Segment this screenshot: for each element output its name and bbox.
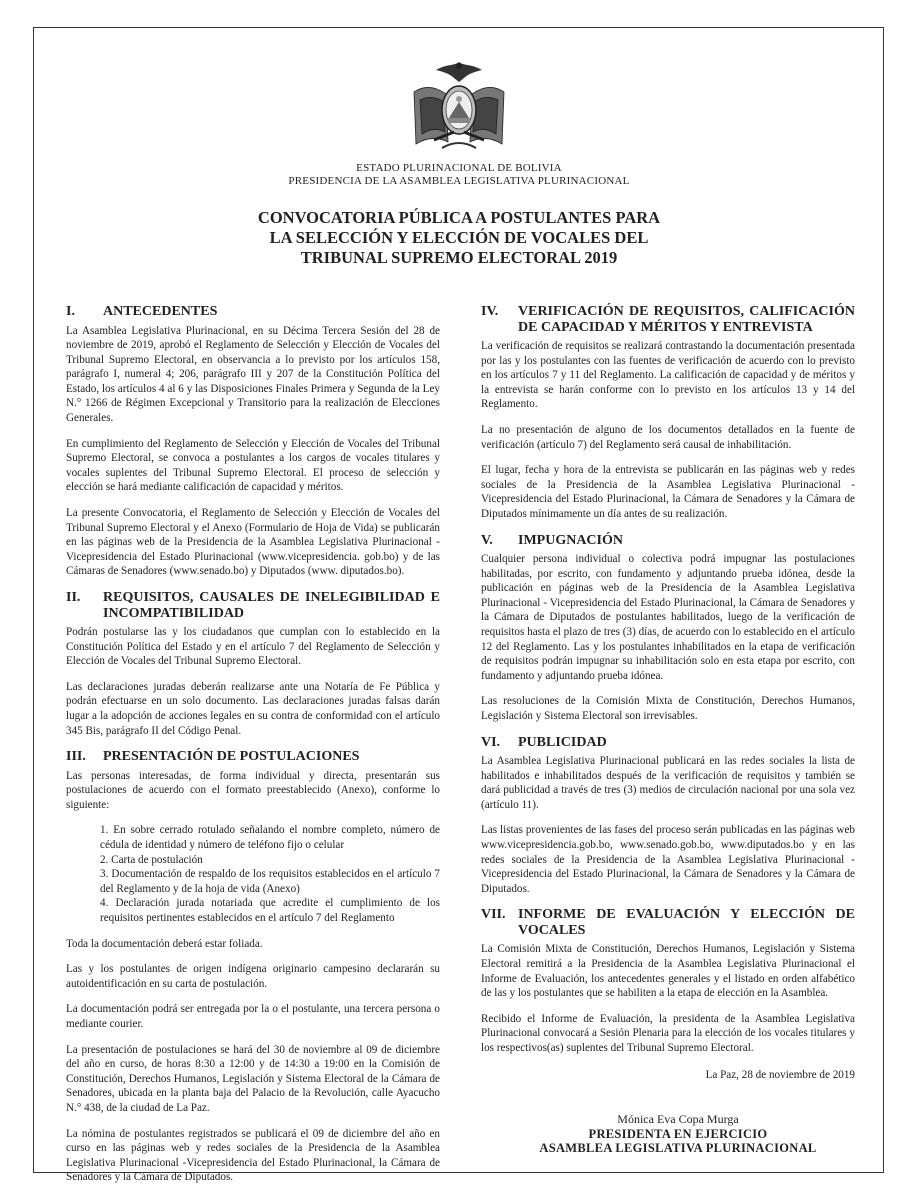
paragraph: En cumplimiento del Reglamento de Selección y Elección de Vocales del Tribunal Supremo Electoral, se convoca a postulantes a los cargos de vocales titulares y vocales suplentes del Tribunal Supremo Electoral. El proceso de selección y elección se hará mediante calificación de capacidad y méritos. (66, 437, 440, 494)
section-heading-verificacion (481, 304, 855, 335)
section-number: VI. (481, 734, 501, 750)
paragraph: Las personas interesadas, de forma individual y directa, presentarán sus postulaciones de acuerdo con el formato preestablecido (Anexo), conforme lo siguiente: (66, 769, 440, 811)
paragraph: Cualquier persona individual o colectiva podrá impugnar las postulaciones habilitadas, por escrito, con fundamento y adjuntando prueba idónea, desde la publicación en páginas web de la Presidencia de la Asamblea Legislativa Plurinacional - Vicepresidencia del Estado Plurinacional, la Cámara de Senadores y la Cámara de Diputados de postulantes habilitados, luego de la verificación de requisitos hasta el plazo de tres (3) días, de acuerdo con lo establecido en el artículo 12 del Reglamento. Las y los postulantes inhabilitados en la etapa de verificación de requisitos podrán impugnar su inhabilitación solo en esta etapa por escrito, con fundamento y adjuntando prueba idónea. (481, 553, 855, 682)
paragraph: La verificación de requisitos se realizará contrastando la documentación presentada por las y los postulantes con las fuentes de verificación de acuerdo con lo previsto en los artículos 7 y 11 del Reglamento. La calificación de capacidad y de méritos y la entrevista se harán conforme con lo previsto en los artículos 13 y 14 del Reglamento. (481, 340, 855, 411)
section-number: V. (481, 532, 493, 548)
paragraph: Toda la documentación deberá estar foliada. (66, 937, 263, 950)
section-title: PUBLICIDAD (518, 734, 607, 750)
paragraph: Podrán postularse las y los ciudadanos que cumplan con lo establecido en la Constitución Política del Estado y en el artículo 7 del Reglamento de Selección y Elección de Vocales del Tribunal Supremo Electoral. (66, 626, 440, 668)
left-column (66, 304, 440, 1196)
paragraph: Las y los postulantes de origen indígena originario campesino declararán su autoidentificación en su carta de postulación. (66, 963, 440, 990)
requirements-list (66, 823, 440, 925)
paragraph: La presente Convocatoria, el Reglamento de Selección y Elección de Vocales del Tribunal Supremo Electoral y el Anexo (Formulario de Hoja de Vida) se publicarán en las páginas web de la Presidencia de la Asamblea Legislativa Plurinacional -Vicepresidencia del Estado Plurinacional (www.vicepresidencia. gob.bo) y de las Cámaras de Senadores (www.senado.bo) y Diputados (www. diputados.bo). (66, 507, 440, 578)
signatory-institution: ASAMBLEA LEGISLATIVA PLURINACIONAL (539, 1141, 817, 1156)
paragraph: La no presentación de alguno de los documentos detallados en la fuente de verificación (artículo 7) del Reglamento será causal de inhabilitación. (481, 423, 855, 451)
section-number: II. (66, 590, 81, 605)
section-title: VERIFICACIÓN DE REQUISITOS, CALIFICACIÓN DE CAPACIDAD Y MÉRITOS Y ENTREVISTA (518, 304, 855, 335)
section-title: REQUISITOS, CAUSALES DE INELEGIBILIDAD E INCOMPATIBILIDAD (103, 590, 440, 621)
section-number: I. (66, 304, 75, 319)
right-column (481, 304, 855, 1156)
section-title: IMPUGNACIÓN (518, 532, 623, 548)
paragraph: La presentación de postulaciones se hará del 30 de noviembre al 09 de diciembre del año en curso, de horas 8:30 a 12:00 y de 14:30 a 19:00 en la Comisión de Constitución, Derechos Humanos, Legislación y Sistema Electoral de la Cámara de Senadores, ubicada en la planta baja del Palacio de la Revolución, calle Ayacucho N.° 438, de la ciudad de La Paz. (66, 1043, 440, 1114)
bolivia-coat-of-arms-icon (404, 52, 514, 162)
header-line-1: ESTADO PLURINACIONAL DE BOLIVIA (356, 162, 562, 174)
list-item: 1. En sobre cerrado rotulado señalando el nombre completo, número de cédula de identidad y número de teléfono fijo o celular (100, 824, 440, 852)
section-number: III. (66, 749, 86, 765)
list-item: 2. Carta de postulación (100, 853, 203, 866)
paragraph: Las declaraciones juradas deberán realizarse ante una Notaría de Fe Pública y podrán efectuarse en un solo documento. Las declaraciones juradas falsas darán lugar a la adopción de acciones legales en su contra de conformidad con el artículo 345 Bis, parágrafo II del Código Penal. (66, 680, 440, 737)
paragraph: El lugar, fecha y hora de la entrevista se publicarán en las páginas web y redes sociales de la Presidencia de la Asamblea Legislativa Plurinacional - Vicepresidencia del Estado Plurinacional, la Cámara de Senadores y la Cámara de Diputados mínimamente un día antes de su realización. (481, 464, 855, 520)
section-heading-antecedentes (66, 304, 440, 320)
section-heading-requisitos (66, 590, 440, 621)
signatory-role: PRESIDENTA EN EJERCICIO (588, 1126, 768, 1141)
signature-block (481, 1112, 855, 1156)
section-number: VII. (481, 907, 506, 923)
paragraph: Las listas provenientes de las fases del proceso serán publicadas en las páginas web www.vicepresidencia.gob.bo, www.senado.gob.bo, www.diputados.bo y en las redes sociales de la Presidencia de la Asamblea Legislativa Plurinacional - Vicepresidencia del Estado Plurinacional, la Cámara de Senadores y la Cámara de Diputados. (481, 824, 855, 895)
list-item: 3. Documentación de respaldo de los requisitos establecidos en el artículo 7 del Reglamento y de la hoja de vida (Anexo) (100, 868, 440, 895)
paragraph: La Asamblea Legislativa Plurinacional publicará en las redes sociales la lista de habilitados e inhabilitados después de la verificación de requisitos y también se dará publicidad a través de tres (3) medios de circulación nacional por una sola vez (artículo 11). (481, 755, 855, 811)
list-item: 4. Declaración jurada notariada que acredite el cumplimiento de los requisitos pertinentes establecidos en el artículo 7 del Reglamento (100, 897, 440, 924)
paragraph: La nómina de postulantes registrados se publicará el 09 de diciembre del año en curso en las páginas web y redes sociales de la Presidencia de la Asamblea Legislativa Plurinacional -Vicepresidencia del Estado Plurinacional, la Cámara de Senadores y la Cámara de Diputados. (66, 1127, 440, 1184)
title-line-2: LA SELECCIÓN Y ELECCIÓN DE VOCALES DEL (269, 228, 649, 247)
paragraph: La documentación podrá ser entregada por la o el postulante, una tercera persona o mediante courier. (66, 1003, 440, 1030)
paragraph: La Asamblea Legislativa Plurinacional, en su Décima Tercera Sesión del 28 de noviembre de 2019, aprobó el Reglamento de Selección y Elección de Vocales del Tribunal Supremo Electoral, en observancia a lo previsto por los artículos 158, parágrafo I, numeral 4; 206, parágrafo III y 207 de la Constitución Política del Estado, los artículos 4 al 6 y las Disposiciones Finales Primera y Segunda de la Ley N.° 1266 de Régimen Excepcional y Transitorio para la realización de Elecciones Generales. (66, 324, 440, 425)
signatory-name: Mónica Eva Copa Murga (617, 1112, 739, 1127)
document-date: La Paz, 28 de noviembre de 2019 (705, 1068, 855, 1081)
section-number: IV. (481, 304, 499, 319)
section-title: INFORME DE EVALUACIÓN Y ELECCIÓN DE VOCALES (518, 907, 855, 938)
section-heading-impugnacion (481, 533, 855, 549)
header-line-2: PRESIDENCIA DE LA ASAMBLEA LEGISLATIVA PLURINACIONAL (288, 175, 630, 187)
section-title: PRESENTACIÓN DE POSTULACIONES (103, 749, 360, 765)
document-title (0, 208, 918, 268)
section-heading-presentacion (66, 749, 440, 765)
section-heading-publicidad (481, 735, 855, 751)
section-title: ANTECEDENTES (103, 304, 218, 319)
paragraph: Las resoluciones de la Comisión Mixta de Constitución, Derechos Humanos, Legislación y Sistema Electoral son irrevisables. (481, 695, 855, 722)
paragraph: Recibido el Informe de Evaluación, la presidenta de la Asamblea Legislativa Plurinacional convocará a Sesión Plenaria para la elección de los vocales titulares y los respectivos(as) suplentes del Tribunal Supremo Electoral. (481, 1012, 855, 1054)
title-line-3: TRIBUNAL SUPREMO ELECTORAL 2019 (300, 248, 618, 267)
section-heading-informe (481, 907, 855, 938)
title-line-1: CONVOCATORIA PÚBLICA A POSTULANTES PARA (257, 208, 661, 227)
paragraph: La Comisión Mixta de Constitución, Derechos Humanos, Legislación y Sistema Electoral remitirá a la Presidencia de la Asamblea Legislativa Plurinacional el Informe de Evaluación, los antecedentes generales y el listado en orden alfabético de las y los postulantes que se habiliten a la etapa de elección en la Asamblea. (481, 943, 855, 1000)
